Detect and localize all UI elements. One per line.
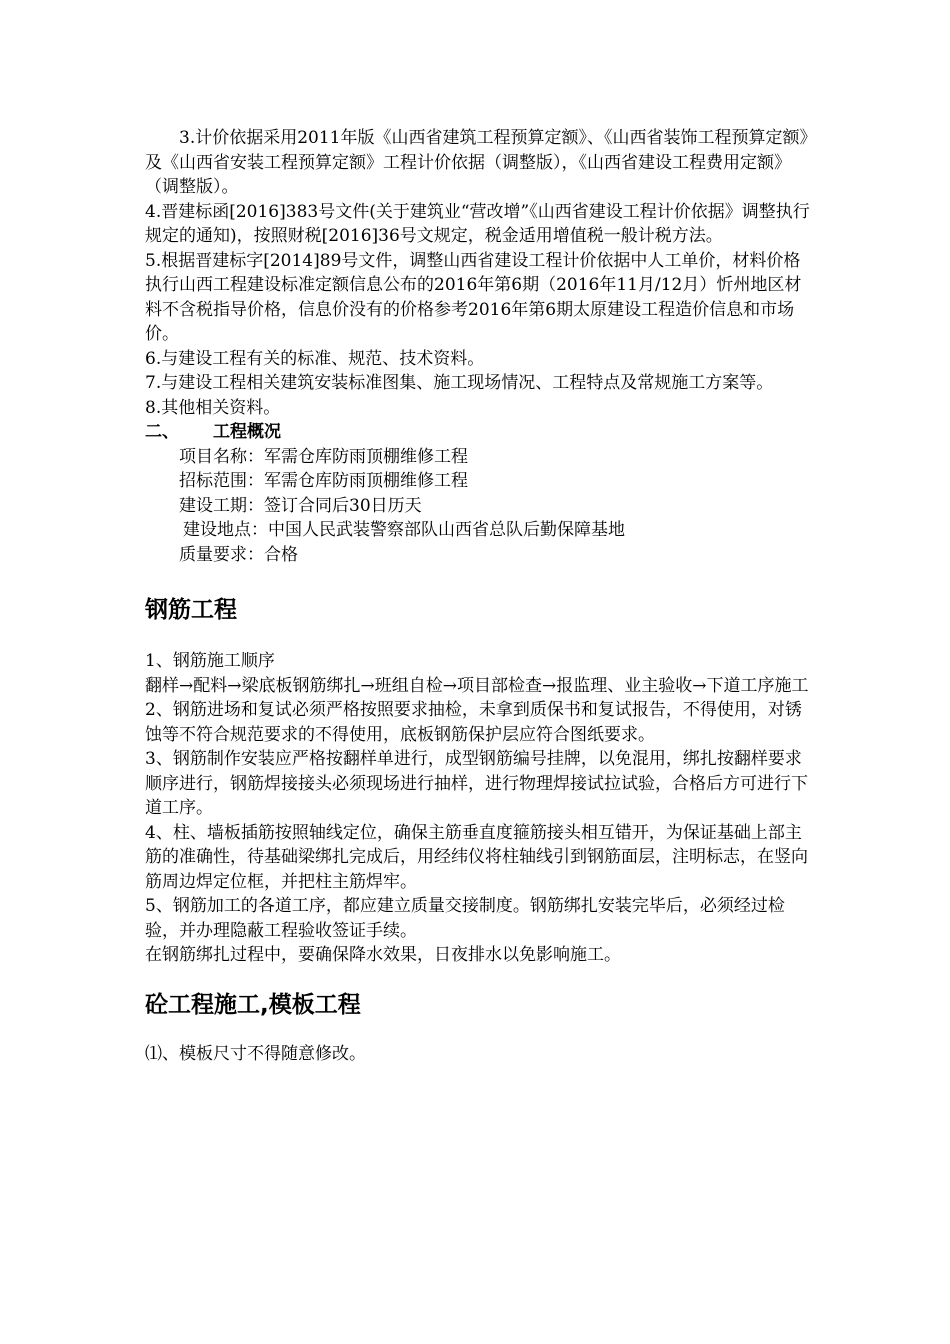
basis-item-7: 7.与建设工程相关建筑安装标准图集、施工现场情况、工程特点及常规施工方案等。	[145, 373, 774, 393]
overview-duration: 建设工期：签订合同后30日历天	[179, 495, 422, 516]
steel-paragraph: 5、钢筋加工的各道工序，都应建立质量交接制度。钢筋绑扎安装完毕后，必须经过检验，并办理隐蔽工程验收签证手续。	[145, 896, 785, 941]
document-page	[145, 126, 810, 1066]
basis-item-6: 6.与建设工程有关的标准、规范、技术资料。	[145, 348, 485, 369]
steel-paragraph: 4、柱、墙板插筋按照轴线定位，确保主筋垂直度箍筋接头相互错开，为保证基础上部主筋的准确性，待基础梁绑扎完成后，用经纬仪将柱轴线引到钢筋面层，注明标志，在竖向筋周边焊定位框，并把柱主筋焊牢。	[145, 822, 808, 892]
basis-item-4: 4.晋建标函[2016]383号文件(关于建筑业“营改增”《山西省建设工程计价依据》调整执行规定的通知)，按照财税[2016]36号文规定，税金适用增值税一般计税方法。	[145, 201, 810, 246]
steel-paragraph: 3、钢筋制作安装应严格按翻样单进行，成型钢筋编号挂牌，以免混用，绑扎按翻样要求顺序进行，钢筋焊接接头必须现场进行抽样，进行物理焊接试拉试验，合格后方可进行下道工序。	[145, 749, 808, 818]
overview-project-name: 项目名称：军需仓库防雨顶棚维修工程	[179, 446, 468, 467]
overview-quality: 质量要求：合格	[179, 544, 298, 565]
overview-location: 建设地点：中国人民武装警察部队山西省总队后勤保障基地	[183, 520, 625, 540]
section-number: 二、	[145, 422, 179, 442]
concrete-paragraph: ⑴、模板尺寸不得随意修改。	[145, 1043, 366, 1064]
basis-item-3: 3.计价依据采用2011年版《山西省建筑工程预算定额》、《山西省装饰工程预算定额》及《山西省安装工程预算定额》工程计价依据（调整版），《山西省建设工程费用定额》（调整版）。	[145, 128, 808, 197]
heading-concrete-formwork: 砼工程施工,模板工程	[145, 991, 361, 1018]
project-overview	[145, 445, 810, 568]
heading-steel-works: 钢筋工程	[145, 597, 237, 623]
steel-paragraph: 1、钢筋施工顺序	[145, 651, 275, 671]
overview-bid-scope: 招标范围：军需仓库防雨顶棚维修工程	[179, 471, 468, 491]
section-title: 工程概况	[213, 422, 281, 442]
steel-paragraph: 在钢筋绑扎过程中，要确保降水效果，日夜排水以免影响施工。	[145, 945, 621, 965]
basis-item-8: 8.其他相关资料。	[145, 397, 281, 418]
steel-paragraph: 翻样→配料→梁底板钢筋绑扎→班组自检→项目部检查→报监理、业主验收→下道工序施工	[145, 675, 809, 696]
basis-item-5: 5.根据晋建标字[2014]89号文件，调整山西省建设工程计价依据中人工单价，材料价格执行山西工程建设标准定额信息公布的2016年第6期（2016年11月/12月）忻州地区材料不含税指导价格，信息价没有的价格参考2016年第6期太原建设工程造价信息和市场价。	[145, 250, 802, 344]
steel-paragraph: 2、钢筋进场和复试必须严格按照要求抽检，未拿到质保书和复试报告，不得使用，对锈蚀等不符合规范要求的不得使用，底板钢筋保护层应符合图纸要求。	[145, 700, 802, 745]
section-heading-overview	[145, 420, 810, 445]
